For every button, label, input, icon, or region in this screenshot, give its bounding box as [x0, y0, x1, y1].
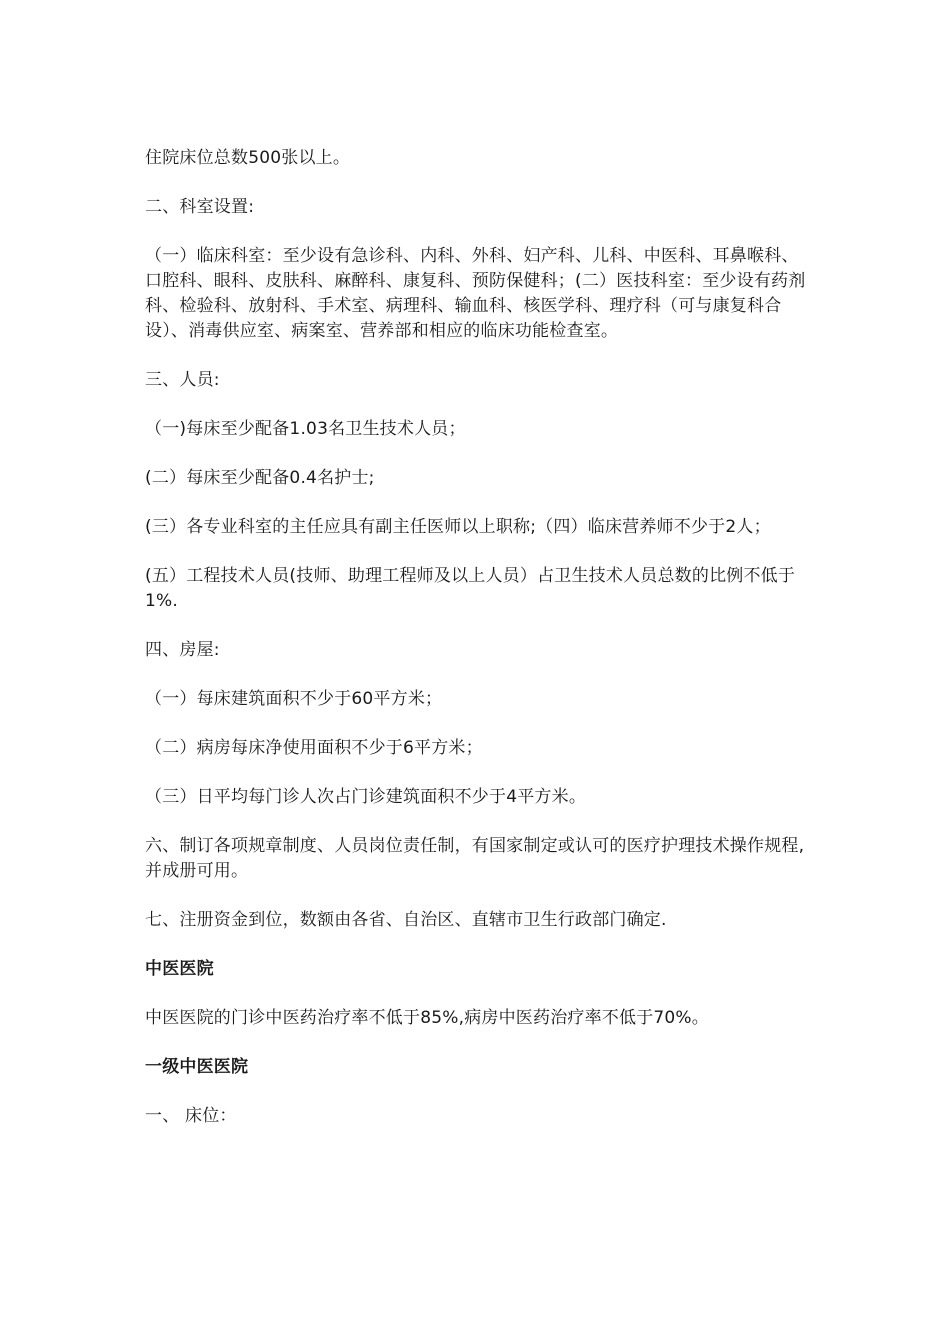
registered-capital-paragraph: 七、注册资金到位，数额由各省、自治区、直辖市卫生行政部门确定. — [145, 910, 667, 930]
personnel-item-1: （一)每床至少配备1.03名卫生技术人员； — [145, 419, 466, 439]
personnel-heading: 三、人员: — [145, 370, 220, 390]
beds-total-paragraph: 住院床位总数500张以上。 — [145, 148, 351, 168]
tcm-treatment-rate-paragraph: 中医医院的门诊中医药治疗率不低于85%,病房中医药治疗率不低于70%。 — [145, 1008, 709, 1028]
regulations-paragraph: 六、制订各项规章制度、人员岗位责任制，有国家制定或认可的医疗护理技术操作规程,并成册可用。 — [145, 836, 805, 881]
housing-heading: 四、房屋: — [145, 640, 220, 660]
personnel-item-2: (二）每床至少配备0.4名护士; — [145, 468, 375, 488]
document-page — [145, 146, 815, 1153]
department-setup-heading: 二、科室设置: — [145, 197, 255, 217]
personnel-item-5: (五）工程技术人员(技师、助理工程师及以上人员）占卫生技术人员总数的比例不低于1%. — [145, 566, 796, 611]
housing-item-2: （二）病房每床净使用面积不少于6平方米； — [145, 738, 483, 758]
tcm-hospital-heading: 中医医院 — [145, 959, 214, 979]
level-one-tcm-hospital-heading: 一级中医医院 — [145, 1057, 249, 1077]
housing-item-1: （一）每床建筑面积不少于60平方米； — [145, 689, 443, 709]
beds-heading: 一、 床位： — [145, 1106, 237, 1126]
departments-paragraph: （一）临床科室：至少设有急诊科、内科、外科、妇产科、儿科、中医科、耳鼻喉科、口腔科、眼科、皮肤科、麻醉科、康复科、预防保健科；(二）医技科室：至少设有药剂科、检验科、放射科、手术室、病理科、输血科、核医学科、理疗科（可与康复科合设）、消毒供应室、病案室、营养部和相应的临床功能检查室。 — [145, 246, 806, 341]
housing-item-3: （三）日平均每门诊人次占门诊建筑面积不少于4平方米。 — [145, 787, 587, 807]
personnel-item-3-4: (三）各专业科室的主任应具有副主任医师以上职称;（四）临床营养师不少于2人； — [145, 517, 771, 537]
